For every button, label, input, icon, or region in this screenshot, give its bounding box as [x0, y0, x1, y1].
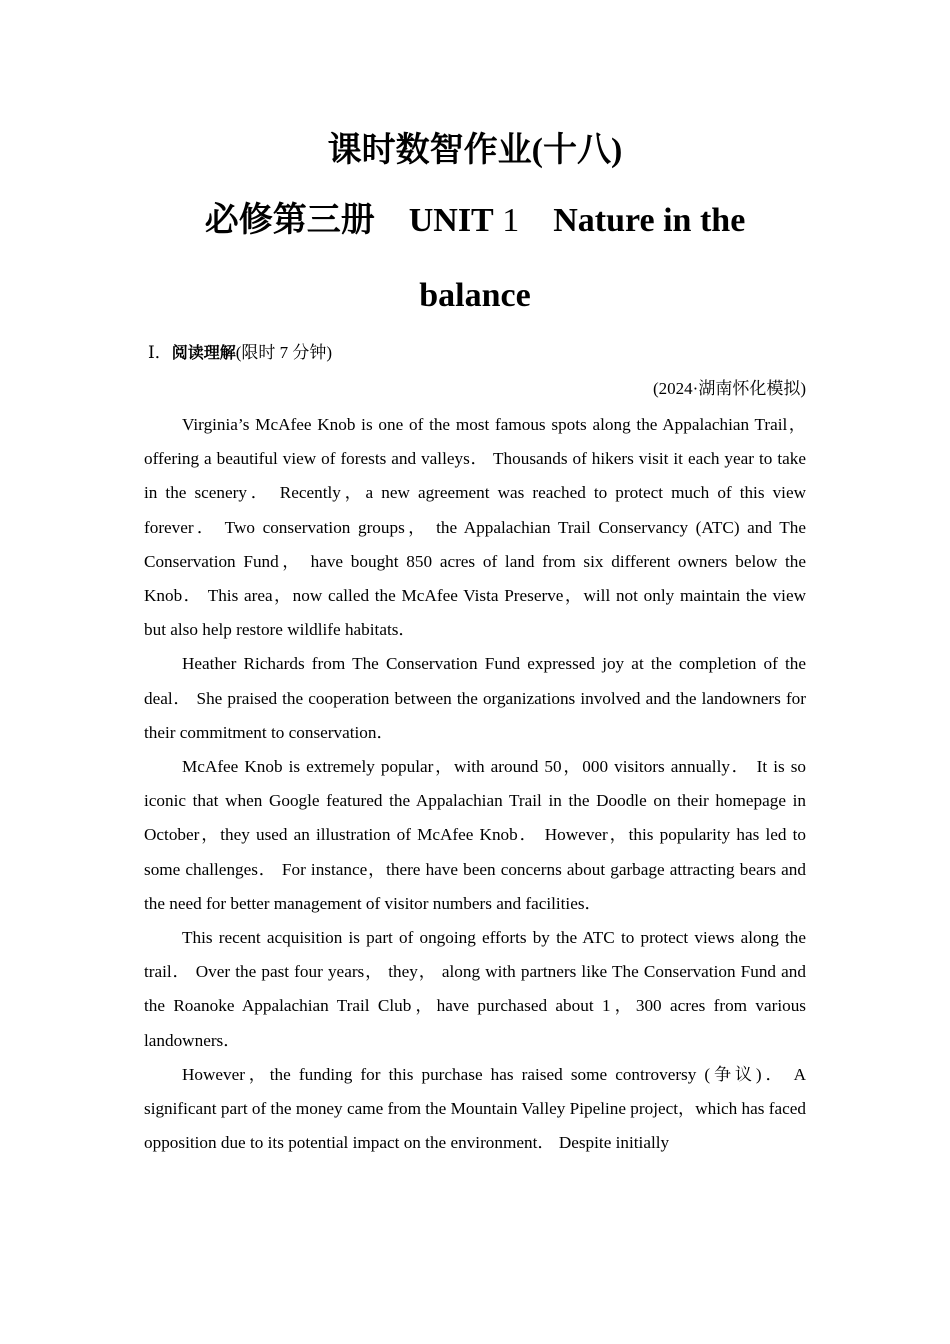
passage-paragraph-2: Heather Richards from The Conservation Fund expressed joy at the completion of the deal． She praised the cooperation between the organizations involved and the landowners for their commitment to conservation． — [144, 654, 806, 742]
time-limit: (限时 7 分钟) — [235, 343, 333, 362]
passage-paragraph-1: Virginia’s McAfee Knob is one of the most famous spots along the Appalachian Trail，offering a beautiful view of forests and valleys． Thousands of hikers visit it each year to take in the scenery． Recently，a new agreement was reached to protect much of this view forever． Two conservation groups， the Appalachian Trail Conservancy (ATC) and The Conservation Fund， have bought 850 acres of land from six different owners below the Knob． This area，now called the McAfee Vista Preserve，will not only maintain the view but also help restore wildlife habitats． — [144, 415, 806, 640]
section-number: Ⅰ． — [148, 343, 172, 362]
unit-number: 1 — [502, 202, 520, 239]
source-note: (2024·湖南怀化模拟) — [653, 379, 806, 398]
section-heading — [148, 341, 332, 365]
unit-title-continued: balance — [419, 277, 531, 314]
book-name: 必修第三册 — [204, 202, 375, 239]
passage-paragraph-3: McAfee Knob is extremely popular，with around 50，000 visitors annually． It is so iconic that when Google featured the Appalachian Trail in the Doodle on their homepage in October，they used an illustration of McAfee Knob． However，this popularity has led to some challenges． For instance，there have been concerns about garbage attracting bears and the need for better management of visitor numbers and facilities． — [144, 757, 806, 913]
section-name: 阅读理解 — [171, 343, 236, 362]
passage-paragraph-5: However，the funding for this purchase has raised some controversy (争议)． A significant part of the money came from the Mountain Valley Pipeline project，which has faced opposition due to its potential impact on the environment． Despite initially — [144, 1064, 806, 1153]
unit-topic: Nature in the — [553, 202, 746, 239]
reading-passage — [144, 408, 806, 1160]
unit-title — [0, 201, 950, 241]
unit-label: UNIT — [408, 202, 494, 239]
page-title: 课时数智作业(十八) — [327, 132, 623, 169]
passage-paragraph-4: This recent acquisition is part of ongoing efforts by the ATC to protect views along the trail． Over the past four years， they， along with partners like The Conservation Fund and the Roanoke Appalachian Trail Club，have purchased about 1，300 acres from various landowners． — [144, 928, 806, 1050]
